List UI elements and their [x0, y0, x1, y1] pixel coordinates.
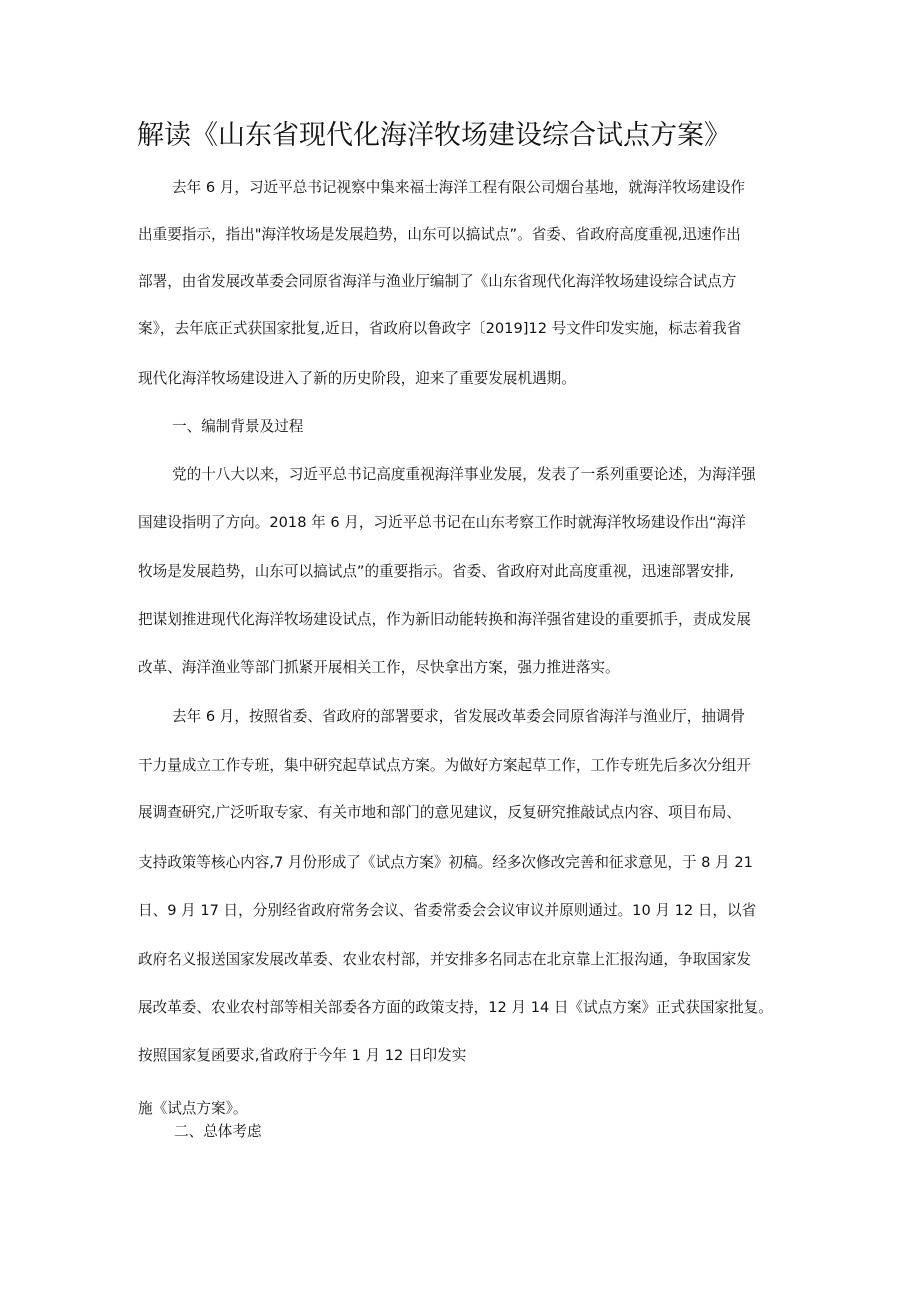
paragraph-3-line-6: 政府名义报送国家发展改革委、农业农村部，并安排多名同志在北京靠上汇报沟通，争取国家发 — [138, 951, 751, 968]
section-heading-1: 一、编制背景及过程 — [172, 418, 304, 435]
paragraph-2-line-3: 牧场是发展趋势，山东可以搞试点”的重要指示。省委、省政府对此高度重视，迅速部署安排, — [138, 563, 734, 580]
paragraph-3-line-8: 按照国家复函要求,省政府于今年 1 月 12 日印发实 — [138, 1047, 467, 1064]
paragraph-2-line-5: 改革、海洋渔业等部门抓紧开展相关工作，尽快拿出方案，强力推进落实。 — [138, 659, 620, 676]
paragraph-1-line-3: 部署，由省发展改革委会同原省海洋与渔业厅编制了《山东省现代化海洋牧场建设综合试点方 — [138, 273, 737, 290]
paragraph-2-line-1: 党的十八大以来，习近平总书记高度重视海洋事业发展，发表了一系列重要论述，为海洋强 — [172, 466, 756, 483]
paragraph-1-line-1: 去年 6 月，习近平总书记视察中集来福士海洋工程有限公司烟台基地，就海洋牧场建设作 — [172, 179, 746, 196]
paragraph-3-line-3: 展调查研究,广泛听取专家、有关市地和部门的意见建议，反复研究推敲试点内容、项目布局、 — [138, 804, 741, 821]
section-heading-2: 二、总体考虑 — [174, 1123, 262, 1140]
paragraph-3-line-9: 施《试点方案》。 — [138, 1100, 248, 1117]
paragraph-2-line-2: 国建设指明了方向。2018 年 6 月，习近平总书记在山东考察工作时就海洋牧场建设作出“海洋 — [138, 514, 746, 531]
paragraph-3-line-5: 日、9 月 17 日，分别经省政府常务会议、省委常委会会议审议并原则通过。10 月 12 日，以省 — [138, 902, 757, 919]
paragraph-1-line-5: 现代化海洋牧场建设进入了新的历史阶段，迎来了重要发展机遇期。 — [138, 370, 576, 387]
paragraph-1-line-2: 出重要指示，指出"海洋牧场是发展趋势，山东可以搞试点”。省委、省政府高度重视,迅速作出 — [138, 226, 741, 243]
paragraph-3-line-7: 展改革委、农业农村部等相关部委各方面的政策支持，12 月 14 日《试点方案》正式获国家批复。 — [138, 999, 773, 1016]
paragraph-3-line-2: 干力量成立工作专班，集中研究起草试点方案。为做好方案起草工作，工作专班先后多次分组开 — [138, 757, 751, 774]
document-title: 解读《山东省现代化海洋牧场建设综合试点方案》 — [137, 120, 731, 151]
paragraph-3-line-4: 支持政策等核心内容,7 月份形成了《试点方案》初稿。经多次修改完善和征求意见，于 8 月 21 — [138, 854, 753, 871]
paragraph-3-line-1: 去年 6 月，按照省委、省政府的部署要求，省发展改革委会同原省海洋与渔业厅，抽调骨 — [172, 708, 746, 725]
paragraph-1-line-4: 案》，去年底正式获国家批复,近日，省政府以鲁政字〔2019]12 号文件印发实施，标志着我省 — [138, 320, 742, 337]
paragraph-2-line-4: 把谋划推进现代化海洋牧场建设试点，作为新旧动能转换和海洋强省建设的重要抓手，责成发展 — [138, 611, 751, 628]
